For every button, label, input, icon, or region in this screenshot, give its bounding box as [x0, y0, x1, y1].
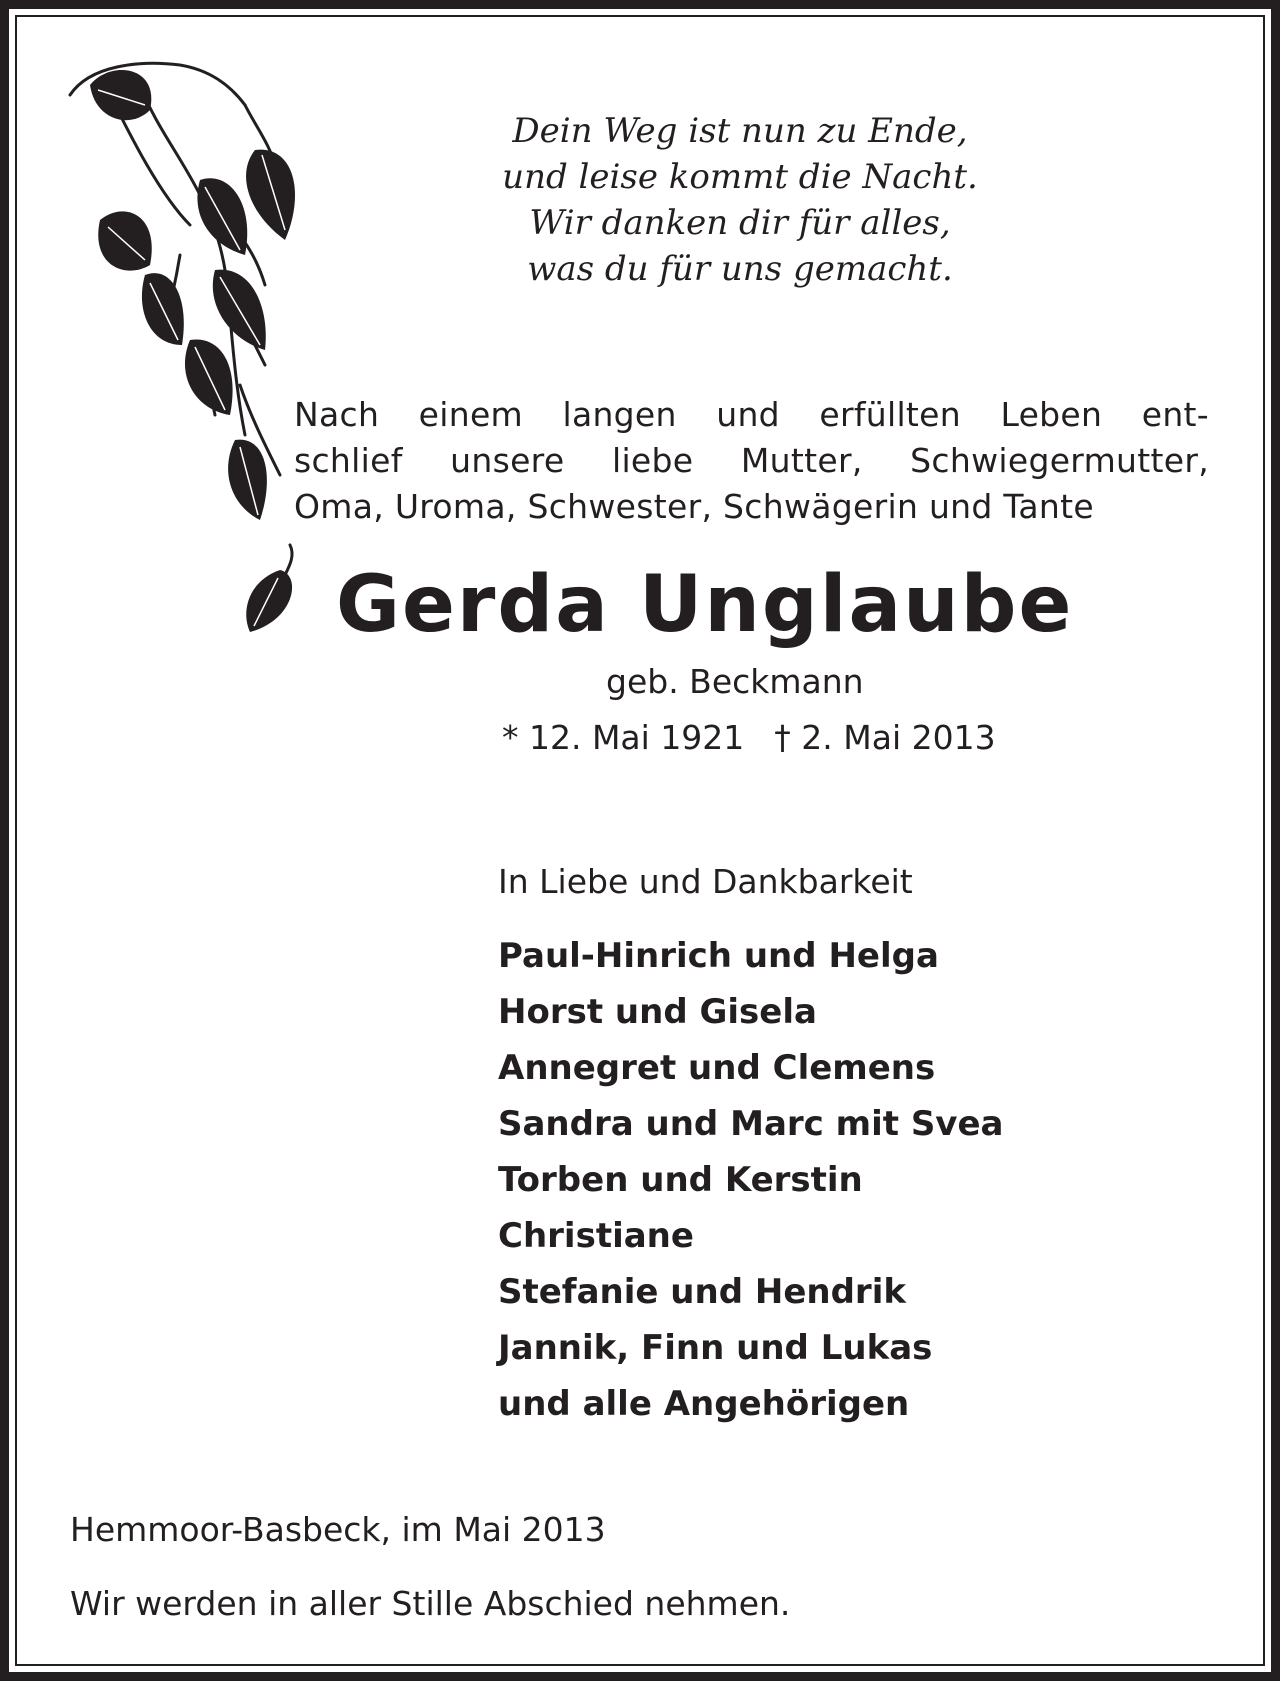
poem-line: Dein Weg ist nun zu Ende, — [512, 111, 968, 151]
poem — [430, 108, 1050, 292]
mourner-entry: Sandra und Marc mit Svea — [498, 1104, 1004, 1144]
leaf-branch-icon — [50, 55, 310, 535]
mourner-entry: Stefanie und Hendrik — [498, 1272, 906, 1312]
intro-line: Nach einem langen und erfüllten Leben ent- — [294, 395, 1209, 434]
mourner-entry: Torben und Kerstin — [498, 1160, 863, 1200]
place-date: Hemmoor-Basbeck, im Mai 2013 — [70, 1510, 606, 1549]
funeral-notice: Wir werden in aller Stille Abschied nehmen. — [70, 1584, 791, 1623]
deceased-name: Gerda Unglaube — [336, 560, 1074, 650]
poem-line: und leise kommt die Nacht. — [502, 157, 978, 197]
mourner-entry: und alle Angehörigen — [498, 1384, 910, 1424]
birth-date: * 12. Mai 1921 — [502, 718, 745, 757]
life-dates — [502, 718, 996, 758]
leaf-icon — [240, 540, 300, 640]
intro-text — [294, 392, 1209, 530]
mourners-list — [498, 928, 1003, 1432]
intro-line: Oma, Uroma, Schwester, Schwägerin und Tante — [294, 487, 1094, 526]
mourner-entry: Jannik, Finn und Lukas — [498, 1328, 933, 1368]
mourner-entry: Annegret und Clemens — [498, 1048, 936, 1088]
intro-line: schlief unsere liebe Mutter, Schwiegermutter, — [294, 441, 1209, 480]
poem-line: was du für uns gemacht. — [527, 249, 953, 289]
mourner-entry: Christiane — [498, 1216, 694, 1256]
maiden-name: geb. Beckmann — [606, 662, 864, 701]
poem-line: Wir danken dir für alles, — [529, 203, 951, 243]
mourner-entry: Horst und Gisela — [498, 992, 817, 1032]
closing-phrase: In Liebe und Dankbarkeit — [498, 862, 913, 901]
death-date: † 2. Mai 2013 — [774, 718, 996, 757]
mourner-entry: Paul-Hinrich und Helga — [498, 936, 939, 976]
